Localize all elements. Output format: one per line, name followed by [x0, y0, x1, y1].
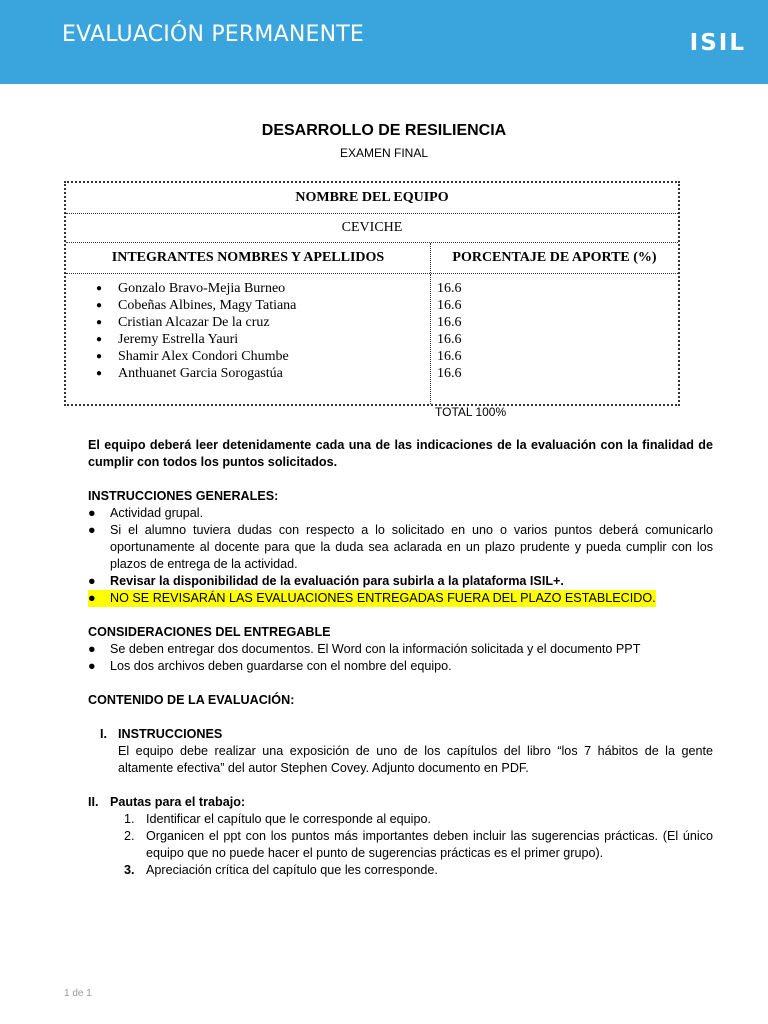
- bullet-icon: ●: [96, 317, 103, 328]
- section-instructions-title: [88, 726, 713, 743]
- bullet-icon: ●: [96, 334, 103, 345]
- item-text: Organicen el ppt con los puntos más importantes deben incluir las sugerencias prácticas. (El único equipo que no puede hacer el punto de sugerencias prácticas es el primer grupo).: [146, 829, 713, 860]
- member-item: [66, 348, 430, 365]
- section-guidelines-title: [88, 794, 713, 811]
- percent-list: [431, 274, 678, 404]
- bullet-icon: ●: [88, 591, 96, 605]
- member-percent: 16.6: [437, 349, 462, 364]
- member-name: Cobeñas Albines, Magy Tatiana: [118, 298, 297, 313]
- bullet-icon: ●: [88, 659, 96, 673]
- column-headers: [66, 243, 678, 274]
- guideline-item: [88, 828, 713, 862]
- bullet-icon: ●: [88, 574, 96, 588]
- document-body: [88, 437, 713, 879]
- deliverable-text: Se deben entregar dos documentos. El Word con la información solicitada y el documento PPT: [110, 642, 641, 656]
- deliverable-item: [88, 641, 713, 658]
- document-subtitle: EXAMEN FINAL: [339, 146, 429, 160]
- percent-column-header: PORCENTAJE DE APORTE (%): [452, 250, 657, 265]
- member-item: [66, 365, 430, 382]
- instruction-item: [88, 522, 713, 573]
- bullet-icon: ●: [88, 506, 96, 520]
- members-column-header: INTEGRANTES NOMBRES Y APELLIDOS: [66, 243, 431, 273]
- instruction-item: [88, 505, 713, 522]
- intro-paragraph: El equipo deberá leer detenidamente cada una de las indicaciones de la evaluación con la finalidad de cumplir con todos los puntos solicitados.: [88, 438, 713, 469]
- deliverable-text: Los dos archivos deben guardarse con el nombre del equipo.: [110, 659, 452, 673]
- member-name: Cristian Alcazar De la cruz: [118, 315, 270, 330]
- roman-numeral: I.: [100, 727, 107, 741]
- item-number: 3.: [124, 863, 135, 877]
- instruction-text: Si el alumno tuviera dudas con respecto a lo solicitado en uno o varios puntos deberá comunicarlo oportunamente al docente para que la duda sea aclarada en un plazo prudente y pueda cumplir con los plazos de entrega de la actividad.: [110, 523, 713, 571]
- instruction-item-highlighted: [88, 590, 713, 607]
- member-item: [66, 314, 430, 331]
- general-instructions-title: INSTRUCCIONES GENERALES:: [88, 489, 279, 503]
- members-list: [66, 274, 431, 404]
- member-name: Shamir Alex Condori Chumbe: [118, 349, 289, 364]
- total-percent: TOTAL 100%: [435, 405, 507, 419]
- member-name: Jeremy Estrella Yauri: [118, 332, 239, 347]
- instruction-text: Actividad grupal.: [110, 506, 204, 520]
- members-data-row: [66, 274, 678, 404]
- document-title: DESARROLLO DE RESILIENCIA: [261, 122, 507, 139]
- bullet-icon: ●: [96, 300, 103, 311]
- member-item: [66, 280, 430, 297]
- member-percent: 16.6: [437, 281, 462, 296]
- deliverable-title: CONSIDERACIONES DEL ENTREGABLE: [88, 625, 331, 639]
- item-text: Identificar el capítulo que le corresponde al equipo.: [146, 812, 431, 826]
- member-percent: 16.6: [437, 315, 462, 330]
- section-instructions-text: El equipo debe realizar una exposición de uno de los capítulos del libro “los 7 hábitos de la gente altamente efectiva” del autor Stephen Covey. Adjunto documento en PDF.: [118, 744, 713, 775]
- member-percent: 16.6: [437, 298, 462, 313]
- instruction-text: NO SE REVISARÁN LAS EVALUACIONES ENTREGADAS FUERA DEL PLAZO ESTABLECIDO.: [110, 591, 656, 605]
- member-percent: 16.6: [437, 366, 462, 381]
- instruction-item: [88, 573, 713, 590]
- member-name: Gonzalo Bravo-Mejia Burneo: [118, 281, 286, 296]
- member-item: [66, 297, 430, 314]
- bullet-icon: ●: [96, 283, 103, 294]
- bullet-icon: ●: [96, 368, 103, 379]
- team-table-header: NOMBRE DEL EQUIPO: [66, 183, 678, 214]
- header-bar: [0, 0, 768, 84]
- team-table: [64, 181, 680, 406]
- bullet-icon: ●: [96, 351, 103, 362]
- isil-logo: ISIL: [689, 30, 746, 56]
- member-name: Anthuanet Garcia Sorogastúa: [118, 366, 283, 381]
- content-title: CONTENIDO DE LA EVALUACIÓN:: [88, 693, 295, 707]
- header-title: EVALUACIÓN PERMANENTE: [62, 22, 364, 47]
- page-number: 1 de 1: [64, 988, 92, 999]
- member-item: [66, 331, 430, 348]
- item-number: 1.: [124, 812, 135, 826]
- item-number: 2.: [124, 829, 135, 843]
- deliverable-item: [88, 658, 713, 675]
- guideline-item: [88, 811, 713, 828]
- member-percent: 16.6: [437, 332, 462, 347]
- instruction-text: Revisar la disponibilidad de la evaluación para subirla a la plataforma ISIL+.: [110, 574, 564, 588]
- section-heading: Pautas para el trabajo:: [110, 795, 246, 809]
- item-text: Apreciación crítica del capítulo que les corresponde.: [146, 863, 438, 877]
- roman-numeral: II.: [88, 795, 99, 809]
- section-heading: INSTRUCCIONES: [118, 727, 223, 741]
- bullet-icon: ●: [88, 642, 96, 656]
- team-name: CEVICHE: [66, 214, 678, 243]
- guideline-item: [88, 862, 713, 879]
- bullet-icon: ●: [88, 523, 96, 537]
